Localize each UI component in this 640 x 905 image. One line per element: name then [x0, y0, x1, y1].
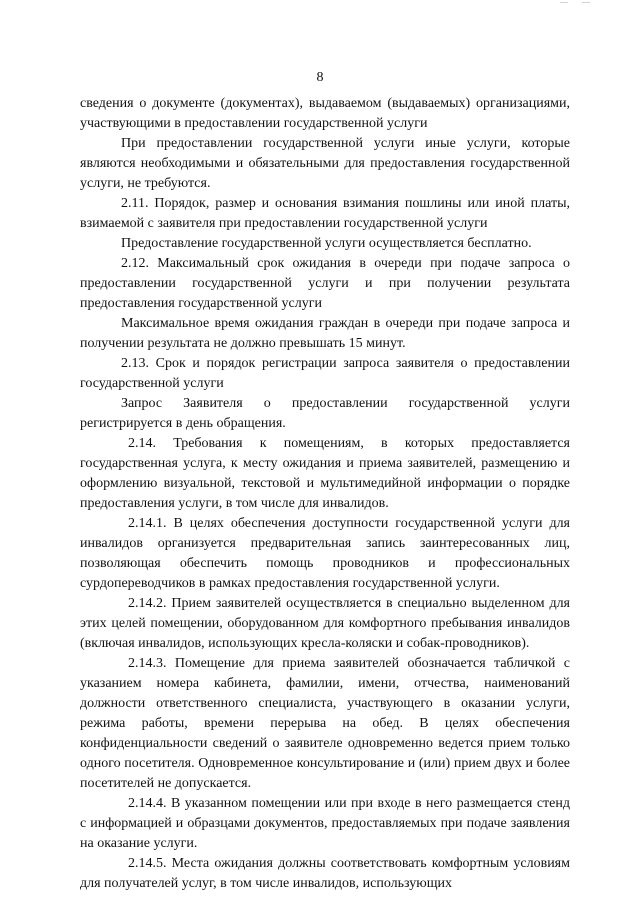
paragraph-other-services: При предоставлении государственной услуги иные услуги, которые являются необходимыми и обязательными для предоставления государственной услуги, не требуются.	[80, 136, 570, 191]
paragraph-continuation: сведения о документе (документах), выдаваемом (выдаваемых) организациями, участвующими в предоставлении государственной услуги	[80, 96, 570, 131]
section-heading-2-11: 2.11. Порядок, размер и основания взимания пошлины или иной платы, взимаемой с заявителя при предоставлении государственной услуги	[80, 196, 570, 231]
paragraph-free-of-charge: Предоставление государственной услуги осуществляется бесплатно.	[121, 236, 532, 251]
section-heading-2-13: 2.13. Срок и порядок регистрации запроса заявителя о предоставлении государственной услуги	[80, 356, 570, 391]
paragraph-2-14-1: 2.14.1. В целях обеспечения доступности государственной услуги для инвалидов организуется предварительная запись заинтересованных лиц, позволяющая обеспечить помощь проводников и профессиональных сурдопереводчиков в рамках предоставления государственной услуги.	[80, 516, 570, 591]
paragraph-2-14-5: 2.14.5. Места ожидания должны соответствовать комфортным условиям для получателей услуг, в том числе инвалидов, использующих	[80, 856, 570, 891]
paragraph-max-wait-time: Максимальное время ожидания граждан в очереди при подаче запроса и получении результата не должно превышать 15 минут.	[80, 316, 570, 351]
paragraph-request-registration: Запрос Заявителя о предоставлении государственной услуги регистрируется в день обращения.	[80, 396, 570, 431]
paragraph-2-14-3: 2.14.3. Помещение для приема заявителей обозначается табличкой с указанием номера кабинета, фамилии, имени, отчества, наименований должности ответственного специалиста, участвующего в оказании услуги, режима работы, времени перерыва на обед. В целях обеспечения конфиденциальности сведений о заявителе одновременно ведется прием только одного посетителя. Одновременное консультирование и (или) прием двух и более посетителей не допускается.	[80, 656, 570, 791]
section-heading-2-14: 2.14. Требования к помещениям, в которых предоставляется государственная услуга, к месту ожидания и приема заявителей, размещению и оформлению визуальной, текстовой и мультимедийной информации о порядке предоставления услуги, в том числе для инвалидов.	[80, 436, 570, 511]
paragraph-2-14-4: 2.14.4. В указанном помещении или при входе в него размещается стенд с информацией и образцами документов, предоставляемых при подаче заявления на оказание услуги.	[80, 796, 570, 851]
page-number: 8	[316, 70, 324, 85]
paragraph-2-14-2: 2.14.2. Прием заявителей осуществляется в специально выделенном для этих целей помещении, оборудованном для комфортного пребывания инвалидов (включая инвалидов, использующих кресла-коляски и собак-проводников).	[80, 596, 570, 651]
corner-mark: — —	[560, 0, 596, 6]
document-body	[80, 94, 570, 894]
section-heading-2-12: 2.12. Максимальный срок ожидания в очереди при подаче запроса о предоставлении государственной услуги и при получении результата предоставления государственной услуги	[80, 256, 570, 311]
